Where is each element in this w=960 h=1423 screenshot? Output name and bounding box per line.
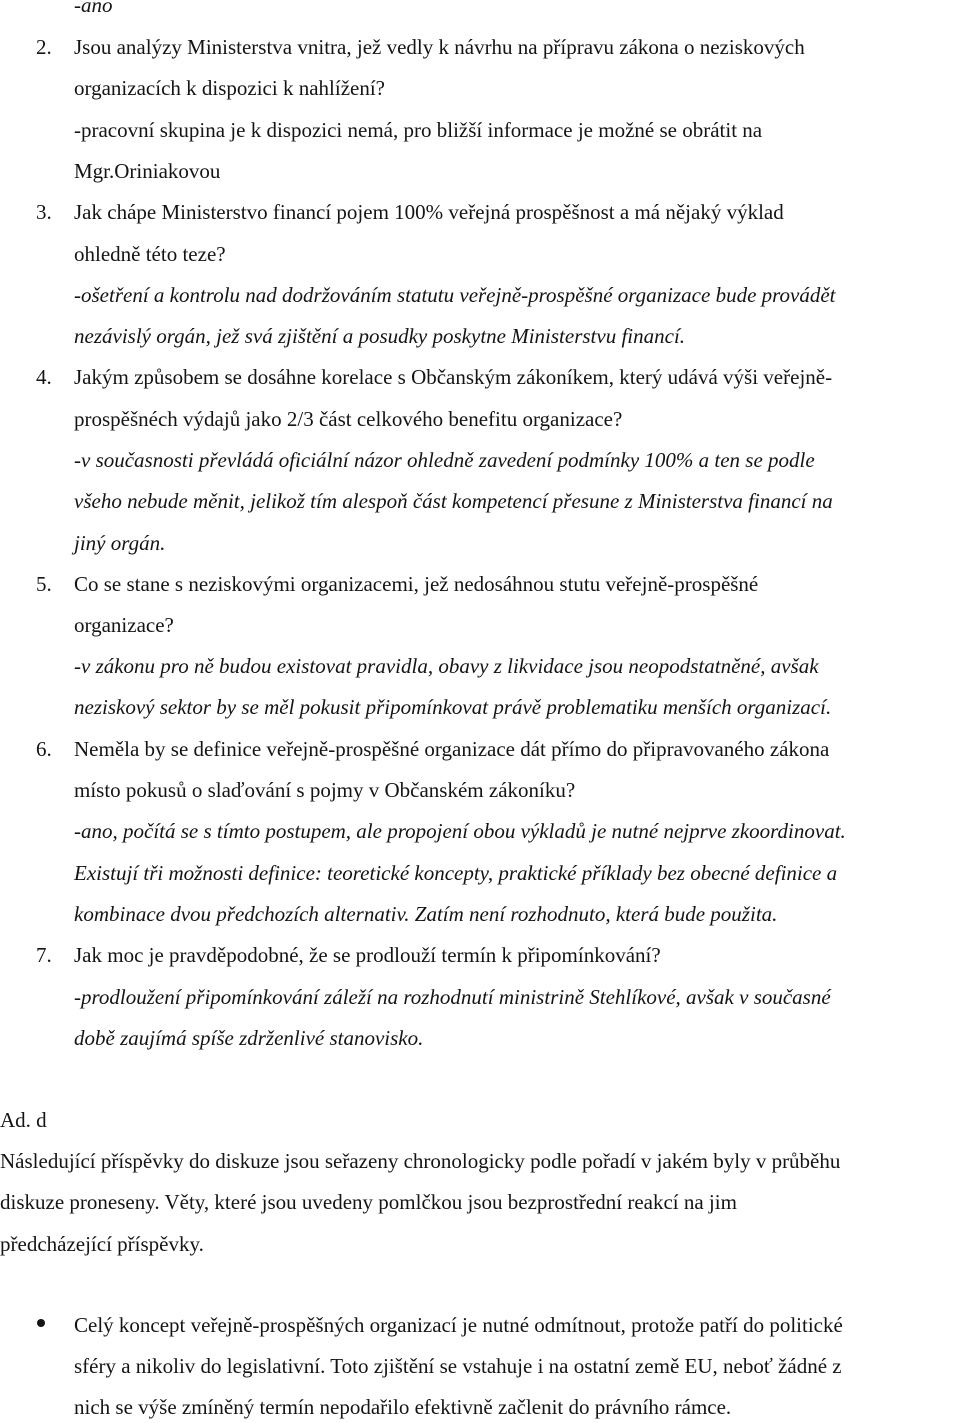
answer-line: době zaujímá spíše zdrženlivé stanovisko. xyxy=(74,1026,424,1050)
intro-line: diskuze proneseny. Věty, které jsou uvedeny pomlčkou jsou bezprostřední reakcí na jim xyxy=(0,1190,737,1214)
question-number: 6. xyxy=(36,737,52,761)
question-line: místo pokusů o slaďování s pojmy v Občanském zákoníku? xyxy=(74,778,576,802)
question-line: Jsou analýzy Ministerstva vnitra, jež vedly k návrhu na přípravu zákona o neziskových xyxy=(74,35,805,59)
question-line: Jakým způsobem se dosáhne korelace s Občanským zákoníkem, který udává výši veřejně- xyxy=(74,365,833,389)
bullet-line: sféry a nikoliv do legislativní. Toto zjištění se vstahuje i na ostatní země EU, neboť žádné z xyxy=(74,1354,842,1378)
answer-line: -prodloužení připomínkování záleží na rozhodnutí ministrině Stehlíkové, avšak v současné xyxy=(74,985,831,1009)
question-number: 2. xyxy=(36,35,52,59)
question-line: Co se stane s neziskovými organizacemi, jež nedosáhnou stutu veřejně-prospěšné xyxy=(74,572,759,596)
question-line: ohledně této teze? xyxy=(74,242,226,266)
intro-line: předcházející příspěvky. xyxy=(0,1232,204,1256)
answer-line: nezávislý orgán, jež svá zjištění a posudky poskytne Ministerstvu financí. xyxy=(74,324,686,348)
question-line: Jak chápe Ministerstvo financí pojem 100% veřejná prospěšnost a má nějaký výklad xyxy=(74,200,784,224)
question-line: organizace? xyxy=(74,613,174,637)
question-number: 4. xyxy=(36,365,52,389)
answer-line: neziskový sektor by se měl pokusit připomínkovat právě problematiku menších organizací. xyxy=(74,695,832,719)
intro-line: Následující příspěvky do diskuze jsou seřazeny chronologicky podle pořadí v jakém byly v průběhu xyxy=(0,1149,841,1173)
section-heading: Ad. d xyxy=(0,1108,47,1132)
answer-line: -ano xyxy=(74,0,113,17)
question-number: 3. xyxy=(36,200,52,224)
question-line: organizacích k dispozici k nahlížení? xyxy=(74,76,385,100)
bullet-dot-icon xyxy=(37,1319,45,1327)
answer-line: -v zákonu pro ně budou existovat pravidla, obavy z likvidace jsou neopodstatněné, avšak xyxy=(74,654,819,678)
answer-line: Existují tři možnosti definice: teoretické koncepty, praktické příklady bez obecné definice a xyxy=(74,861,838,885)
question-number: 7. xyxy=(36,943,52,967)
question-line: prospěšnéch výdajů jako 2/3 část celkového benefitu organizace? xyxy=(74,407,623,431)
question-line: Jak moc je pravděpodobné, že se prodlouží termín k připomínkování? xyxy=(74,943,661,967)
answer-line: Mgr.Oriniakovou xyxy=(74,159,221,183)
answer-line: jiný orgán. xyxy=(74,531,166,555)
answer-line: -pracovní skupina je k dispozici nemá, pro bližší informace je možné se obrátit na xyxy=(74,118,763,142)
answer-line: všeho nebude měnit, jelikož tím alespoň část kompetencí přesune z Ministerstva financí na xyxy=(74,489,833,513)
answer-line: -v současnosti převládá oficiální názor ohledně zavedení podmínky 100% a ten se podle xyxy=(74,448,815,472)
bullet-line: nich se výše zmíněný termín nepodařilo efektivně začlenit do právního rámce. xyxy=(74,1395,732,1419)
answer-line: -ošetření a kontrolu nad dodržováním statutu veřejně-prospěšné organizace bude provádět xyxy=(74,283,836,307)
question-number: 5. xyxy=(36,572,52,596)
bullet-line: Celý koncept veřejně-prospěšných organizací je nutné odmítnout, protože patří do politické xyxy=(74,1313,843,1337)
answer-line: kombinace dvou předchozích alternativ. Zatím není rozhodnuto, která bude použita. xyxy=(74,902,778,926)
question-line: Neměla by se definice veřejně-prospěšné organizace dát přímo do připravovaného zákona xyxy=(74,737,830,761)
answer-line: -ano, počítá se s tímto postupem, ale propojení obou výkladů je nutné nejprve zkoordinovat. xyxy=(74,819,846,843)
